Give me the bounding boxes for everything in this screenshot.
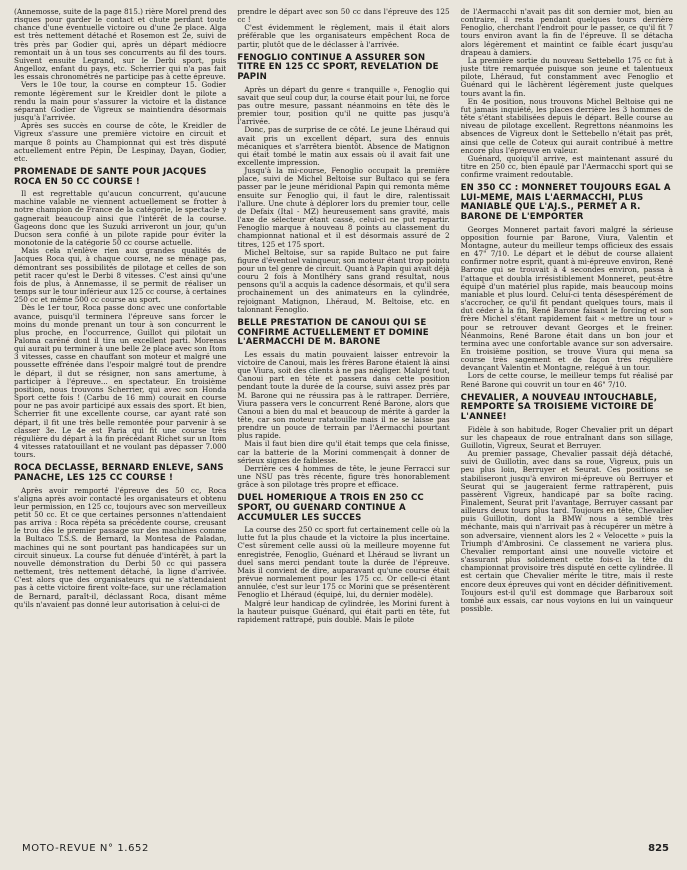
article-paragraph: Jusqu'à la mi-course, Fenoglio occupait la première place, suivi de Michel Beltoise sur Bultaco qui se fera passer par le jeune méridional Papin qui remonta même ensuite sur Fenoglio qui, il faut le dire, ralentissait l'allure. Une chute à déplorer lors du premier tour, celle de Defaix (Ital - MZ) heureusement sans gravité, mais l'axe de sélecteur étant cassé, celui-ci ne put repartir. Fenoglio marque à nouveau 8 points au classement du championnat national et il est désormais assuré de 2 titres, 125 et 175 sport.: [237, 166, 450, 249]
article-paragraph: Mais il faut bien dire qu'il était temps que cela finisse, car la batterie de la Morini commençait à donner de sérieux signes de faiblesse.: [237, 439, 450, 465]
article-paragraph: Fidèle à son habitude, Roger Chevalier prit un départ sur les chapeaux de roue entraînant dans son sillage, Guillotin, Vigreux, Seurat et Berruyer.: [460, 424, 673, 450]
article-columns: [14, 8, 673, 834]
article-paragraph: Michel Beltoise, sur sa rapide Bultaco ne put faire figure d'éventuel vainqueur, son moteur étant trop pointu pour un tel genre de circuit. Quant à Papin qui avait déjà couru 2 fois à Montlhéry sans grand résultat, nous pensons qu'il a acquis la cadence désormais, et qu'il sera prochainement un des animateurs en la cylindrée, rejoignant Matignon, Lhéraud, M. Beltoise, etc. en talonnant Fenoglio.: [237, 247, 450, 314]
article-paragraph: Donc, pas de surprise de ce côté. Le jeune Lhéraud qui avait pris un excellent départ, sura des ennuis mécaniques et s'arrêtera bientôt. Absence de Matignon qui était tombé le matin aux essais où il avait fait une excellente impression.: [237, 125, 450, 167]
page-number: 825: [648, 842, 669, 854]
column-right: [461, 8, 673, 834]
article-paragraph: En 4e position, nous trouvons Michel Beltoise qui ne fut jamais inquiété, les places derrière les 3 hommes de tête s'étant stabilisées depuis le départ. Belle course au niveau de pilotage excellent. Regrettons néanmoins les absences de Vigreux dont le Settebello n'était pas prêt, ainsi que celle de Coteux qui aurait contribué à mettre encore plus l'épreuve en valeur.: [460, 96, 673, 155]
article-paragraph: Malgré leur handicap de cylindrée, les Morini furent à la hauteur puisque Guénard, qui était parti en tête, fut rapidement rattrapé, puis doublé. Mais le pilote: [237, 598, 450, 624]
article-paragraph: Au premier passage, Chevalier passait déjà détaché, suivi de Guillotin, avec dans sa roue, Vigreux, puis un peu plus loin, Berruyer et Seurat. Ces positions se stabiliseront jusqu'à environ mi-épreuve où Berruyer et Seurat qui se jaugeraient ferme rattrapèrent, puis passèrent Vigreux, handicapé par sa boîte racing. Finalement, Seurat prit l'avantage, Berruyer cassant par ailleurs deux tours plus tard. Toujours en tête, Chevalier puis Guillotin, dont la BMW nous a semblé très méchante, mais qui n'arrivait pas à récupérer un mètre à son adversaire, viennent alors les 2 « Velocette » puis la Triumph d'Ambrosini. Ce classement ne variera plus. Chevalier remportant ainsi une nouvelle victoire et s'assurant plus solidement cette fois-ci la tête du championnat provisoire très disputé en cette cylindrée. Il est certain que Chevalier mérite le titre, mais il reste encore deux épreuves qui vont en décider définitivement. Toujours est-il qu'il est dommage que Barbaroux soit tombé aux essais, car nous voyions en lui un vainqueur possible.: [460, 449, 673, 613]
article-paragraph: La course des 250 cc sport fut certainement celle où la lutte fut la plus chaude et la victoire la plus incertaine. C'est sûrement celle aussi où la meilleure moyenne fut enregistrée, Fenoglio, Guénard et Lhéraud se livrant un duel sans merci pendant toute la durée de l'épreuve. Mais il convient de dire, auparavant qu'une course était prévue normalement pour les 175 cc. Or celle-ci étant annulée, c'est sur leur 175 cc Morini que se présentèrent Fenoglio et Lhéraud (équipé, lui, du dernier modèle).: [237, 525, 450, 600]
article-paragraph: Après un départ du genre « tranquille », Fenoglio qui savait que seul coup dur, la course était pour lui, ne force pas outre mesure, passant néanmoins en tête dès le premier tour, position qu'il ne quitte pas jusqu'à l'arrivée.: [237, 84, 450, 127]
page-footer: [22, 840, 669, 856]
article-paragraph: Guénard, quoiqu'il arrive, est maintenant assuré du titre en 250 cc, bien épaulé par l'Aermacchi sport qui se confirme vraiment redoutable.: [460, 153, 673, 180]
column-left: [14, 8, 226, 834]
article-paragraph: Vers le 10e tour, la course en compteur 15. Godier remonte légèrement sur le Kreidler dont le pilote a rendu la main pour s'assurer la victoire et la distance séparant Godier de Vigreux se maintiendra désormais jusqu'à l'arrivée.: [14, 80, 227, 123]
article-paragraph: Derrière ces 4 hommes de tête, le jeune Ferracci sur une NSU pas très récente, figure très honorablement grâce à son pilotage très propre et efficace.: [237, 463, 450, 490]
section-heading: CHEVALIER, A NOUVEAU INTOUCHABLE, REMPORTE SA TROISIEME VICTOIRE DE L'ANNEE!: [460, 392, 658, 422]
magazine-issue: MOTO-REVUE N° 1.652: [22, 842, 149, 854]
column-middle: [237, 8, 449, 834]
section-heading: BELLE PRESTATION DE CANOUI QUI SE CONFIRME ACTUELLEMENT ET DOMINE L'AERMACCHI DE M. BARONE: [237, 317, 429, 348]
article-paragraph: prendre le départ avec son 50 cc dans l'épreuve des 125 cc !: [237, 8, 450, 25]
article-paragraph: Dès le 1er tour, Roca passe donc avec une confortable avance, puisqu'il terminera l'épreuve sans forcer le moins du monde prenant un tour à son concurrent le plus proche, en l'occurrence, Guillot qui pilotait un Paloma caréné dont il tira un excellent parti. Morenas qui aurait pu terminer à une belle 2e place avec son Itom 3 vitesses, casse en chauffant son moteur et malgré une poussette effrénée dans l'espoir malgré tout de prendre le départ, il dut se résigner, non sans amertume, à participer à l'épreuve... en spectateur. En troisième position, nous trouvons Scherrier, qui avec son Honda Sport cette fois ! (Carbu de 16 mm) courait en course pour ne pas avoir participé aux essais des sport. Et bien, Scherrier fit une excellente course, car ayant raté son départ, il fit une très belle remontée pour parvenir à se classer 3e. Le 4e est Paria qui fit une course très régulière du départ à la fin précédant Richet sur un Itom 4 vitesses ratatouillant et ne voulant pas dépasser 7.000 tours.: [14, 303, 227, 460]
article-paragraph: de l'Aermacchi n'avait pas dit son dernier mot, bien au contraire, il resta pendant quelques tours derrière Fenoglio, cherchant l'endroit pour le passer, ce qu'il fit 7 tours environ avant la fin de l'épreuve. Il se détacha alors légèrement et maintint ce faible écart jusqu'au drapeau à damiers.: [460, 8, 673, 57]
article-paragraph: Lors de cette course, le meilleur temps fut réalisé par René Barone qui couvrit un tour en 46" 7/10.: [460, 371, 673, 389]
article-paragraph: Après avoir remporté l'épreuve des 50 cc, Roca s'aligna après avoir contacté les organisateurs et obtenu leur permission, en 125 cc, toujours avec son merveilleux petit 50 cc. Et ce que certaines personnes n'attendaient pas arriva : Roca répéta sa précédente course, creusant le trou dès le premier passage sur des machines comme la Bultaco T.S.S. de Bernard, la Montesa de Paladan, machines qui ne sont pourtant pas handicapées sur un circuit sinueux. La course fut dénuée d'intérêt, à part la nouvelle démonstration du Derbi 50 cc qui passera nettement, très nettement détaché, la ligne d'arrivée. C'est alors que des organisateurs qui ne s'attendaient pas à cette victoire firent volte-face, sur une réclamation de Bernard, paraît-il, déclassant Roca, disant même qu'ils n'avaient pas donné leur autorisation à celui-ci de: [14, 485, 227, 609]
article-paragraph: Georges Monneret partait favori malgré la sérieuse opposition fournie par Barone, Viura, Valentin et Montagne, auteur du meilleur temps officieux des essais en 47" 7/10. Le départ et le début de course allaient confirmer notre esprit, quant à mi-épreuve environ, René Barone qui se trouvait à 4 secondes environ, passa à l'attaque et doubla irrésistiblement Monneret, peut-être équipé d'un matériel plus rapide, mais beaucoup moins maniable et plus lourd. Celui-ci tenta désespérément de s'accrocher, ce qu'il fit pendant quelques tours, mais il dut céder à la fin, René Barone faisant le forcing et son frère Michel s'étant rapidement fait « mettre un tour » pour se retrouver devant Georges et le freiner. Néanmoins, René Barone était dans un bon jour et termina avec une confortable avance sur son adversaire. En troisième position, se trouve Viura qui mena sa course très sagement et de façon très régulière devançant Valentin et Montagne, relégué à un tour.: [460, 224, 673, 373]
article-paragraph: (Annemosse, suite de la page 815.) rière Morel prend des risques pour garder le contact et chute perdant toute chance d'une éventuelle victoire ou d'une 2e place. Alga est très nettement détaché et Rosemon est 2e, suivi de très près par Godier qui, après un départ médiocre remontait un à un tous ses concurrents au fil des tours. Suivent ensuite Legrand, sur le Derbi sport, puis Angelloz, enfant du pays, etc. Scherrier qui n'a pas fait les essais chronométrés ne participe pas à cette épreuve.: [14, 8, 227, 82]
section-heading: EN 350 CC : MONNERET TOUJOURS EGAL A LUI-MEME, MAIS L'AERMACCHI, PLUS MANIABLE QUE L'AJ.S., PERMET A R. BARONE DE L'EMPORTER: [460, 183, 671, 223]
section-heading: FENOGLIO CONTINUE A ASSURER SON TITRE EN 125 CC SPORT, REVELATION DE PAPIN: [237, 52, 439, 82]
article-paragraph: Après ses succès en course de côte, le Kreidler de Vigreux s'assure une première victoire en circuit et marque 8 points au Championnat qui est très disputé actuellement entre Pépin, De Lespinay, Dayan, Godier, etc.: [14, 121, 227, 163]
article-paragraph: Mais cela n'enlève rien aux grandes qualités de Jacques Roca qui, à chaque course, ne se ménage pas, démontrant ses possibilités de pilotage et celles de son petit racer qu'est le Derbi 8 vitesses. C'est ainsi qu'une fois de plus, à Annemasse, il se permit de réaliser un temps sur le tour inférieur aux 125 cc course, à certaines 250 cc et même 500 cc course au sport.: [14, 246, 227, 305]
section-heading: PROMENADE DE SANTE POUR JACQUES ROCA EN 50 CC COURSE !: [14, 166, 207, 187]
article-paragraph: La première sortie du nouveau Settebello 175 cc fut à juste titre remarquée puisque son jeune et talentueux pilote, Lhéraud, fut constamment avec Fenoglio et Guénard qui le lâchèrent légèrement juste quelques tours avant la fin.: [460, 55, 673, 98]
article-paragraph: Il est regrettable qu'aucun concurrent, qu'aucune machine valable ne viennent actuellement se frotter à notre champion de France de la catégorie, le spectacle y gagnerait beaucoup ainsi que l'intérêt de la course. Gageons donc que les Suzuki arriveront un jour, qu'un Ducson sera confié à un pilote rapide pour éviter la monotonie de la catégorie 50 cc course actuelle.: [14, 189, 227, 248]
article-paragraph: C'est évidemment le règlement, mais il était alors préférable que les organisateurs empêchent Roca de partir, plutôt que de le déclasser à l'arrivée.: [237, 23, 450, 49]
article-paragraph: Les essais du matin pouvaient laisser entrevoir la victoire de Canoui, mais les frères Barone étaient là ainsi que Viura, soit des clients à ne pas négliger. Malgré tout, Canoui part en tête et passera dans cette position pendant toute la durée de la course, suivi assez près par M. Barone qui ne réussira pas à le rattraper. Derrière, Viura passera vers le concurrent René Barone, alors que Canoui a bien du mal et beaucoup de mérite à garder la tête, car son moteur ratatouille mais il ne se laisse pas prendre un pouce de terrain par l'Aermacchi pourtant plus rapide.: [237, 349, 450, 441]
section-heading: DUEL HOMERIQUE A TROIS EN 250 CC SPORT, OU GUENARD CONTINUE A ACCUMULER LES SUCCES: [237, 493, 424, 523]
section-heading: ROCA DECLASSE, BERNARD ENLEVE, SANS PANACHE, LES 125 CC COURSE !: [14, 463, 224, 483]
